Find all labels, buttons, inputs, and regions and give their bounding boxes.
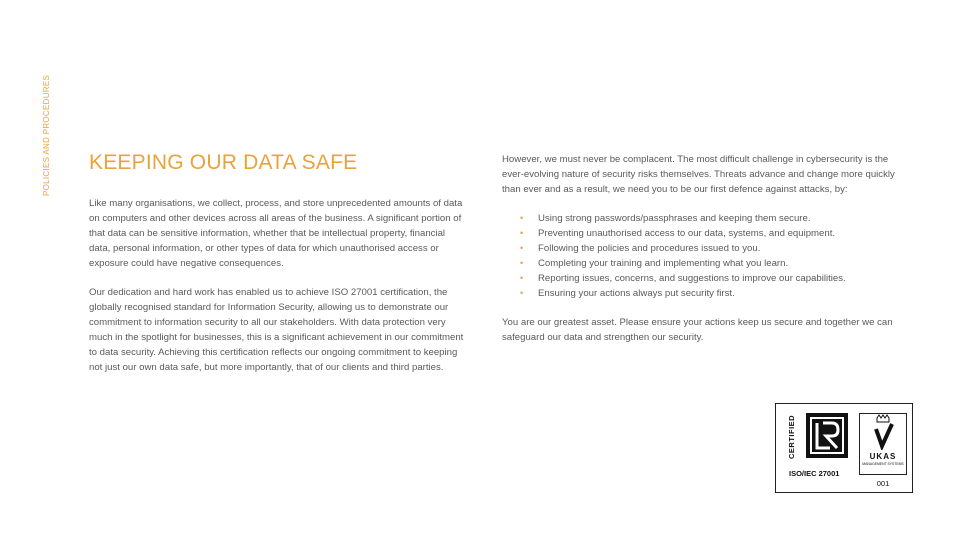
- iso-paragraph: Our dedication and hard work has enabled us to achieve ISO 27001 certification, the globally recognised standard for Information Security, allowing us to demonstrate our commitment to information security to all our stakeholders. With data protection very much in the spotlight for businesses, this is a significant achievement in our commitment to data security. Achieving this certification reflects our ongoing commitment to keeping not just our own data safe, but more importantly, that of our clients and third parties.: [89, 287, 464, 373]
- closing-paragraph: You are our greatest asset. Please ensure your actions keep us secure and together we can safeguard our data and strengthen our security.: [502, 317, 893, 343]
- certified-label: CERTIFIED: [787, 414, 796, 459]
- list-item-text: Using strong passwords/passphrases and keeping them secure.: [538, 213, 811, 224]
- page-title: KEEPING OUR DATA SAFE: [89, 151, 358, 174]
- list-item-text: Completing your training and implementing what you learn.: [538, 258, 789, 269]
- left-column: [89, 150, 464, 389]
- crown-tick-icon: [860, 414, 906, 450]
- bullet-icon: •: [520, 243, 524, 253]
- ukas-mark: [859, 413, 907, 487]
- bullet-icon: •: [520, 258, 524, 268]
- list-item-text: Preventing unauthorised access to our data, systems, and equipment.: [538, 228, 836, 239]
- bullet-icon: •: [520, 213, 524, 223]
- intro-paragraph: Like many organisations, we collect, process, and store unprecedented amounts of data on computers and other devices across all areas of the business. A significant portion of that data can be sensitive information, whether that be intellectual property, financial data, personal information, or other types of data for which unauthorised access or exposure could have negative consequences.: [89, 198, 463, 269]
- defence-intro-paragraph: However, we must never be complacent. The most difficult challenge in cybersecurity is the ever-evolving nature of security risks themselves. Threats advance and change more quickly than ever and as a result, we need you to be our first defence against attacks, by:: [502, 154, 895, 195]
- ukas-logo-frame: [859, 413, 907, 475]
- list-item-text: Following the policies and procedures issued to you.: [538, 243, 761, 254]
- bullet-icon: •: [520, 288, 524, 298]
- iso-standard-label: ISO/IEC 27001: [789, 469, 840, 478]
- list-item: [520, 241, 912, 256]
- ukas-number: 001: [876, 479, 890, 488]
- lr-logo-icon: [806, 413, 848, 458]
- list-item: [520, 226, 912, 241]
- ukas-subtitle: MANAGEMENT SYSTEMS: [862, 462, 904, 466]
- certification-badge: [775, 403, 913, 493]
- list-item-text: Ensuring your actions always put security first.: [538, 288, 735, 299]
- section-side-label: POLICIES AND PROCEDURES: [42, 74, 51, 196]
- bullet-icon: •: [520, 228, 524, 238]
- list-item: [520, 256, 912, 271]
- bullet-icon: •: [520, 273, 524, 283]
- list-item: [520, 211, 912, 226]
- list-item: [520, 286, 912, 301]
- list-item: [520, 271, 912, 286]
- ukas-label: UKAS: [869, 452, 897, 461]
- right-column: [502, 152, 912, 359]
- defence-list: [502, 211, 912, 301]
- list-item-text: Reporting issues, concerns, and suggestions to improve our capabilities.: [538, 273, 846, 284]
- lr-certification-mark: [787, 413, 851, 483]
